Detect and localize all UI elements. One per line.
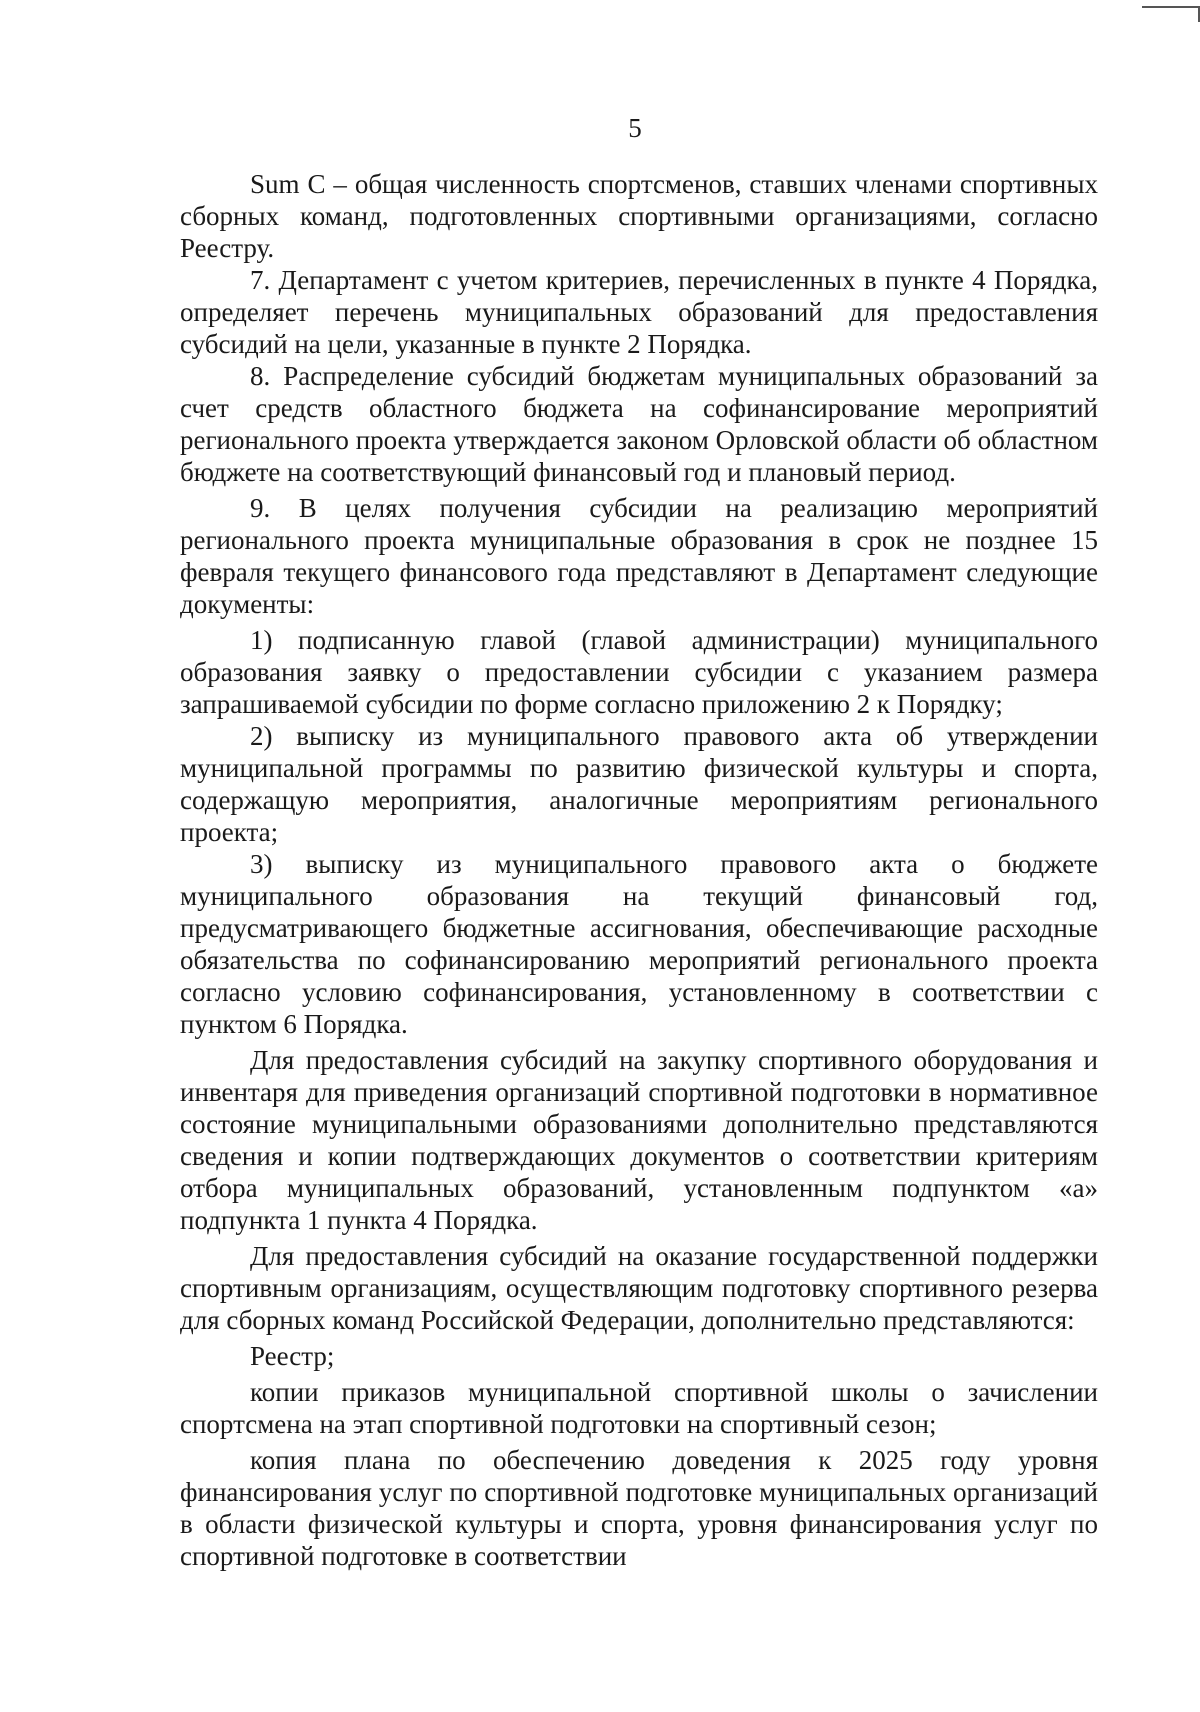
document-body — [180, 168, 1098, 1572]
paragraph-item-7: 7. Департамент с учетом критериев, перечисленных в пункте 4 Порядка, определяет перечень муниципальных образований для предоставления субсидий на цели, указанные в пункте 2 Порядка. — [180, 265, 1098, 359]
paragraph-subitem-2: 2) выписку из муниципального правового акта об утверждении муниципальной программы по развитию физической культуры и спорта, содержащую мероприятия, аналогичные мероприятиям регионального проекта; — [180, 721, 1098, 847]
paragraph-sum-c: Sum C – общая численность спортсменов, ставших членами спортивных сборных команд, подготовленных спортивными организациями, согласно Реестру. — [180, 169, 1098, 263]
paragraph-enrollment-orders: копии приказов муниципальной спортивной школы о зачислении спортсмена на этап спортивной подготовки на спортивный сезон; — [180, 1377, 1098, 1439]
paragraph-state-support-subsidies: Для предоставления субсидий на оказание государственной поддержки спортивным организациям, осуществляющим подготовку спортивного резерва для сборных команд Российской Федерации, дополнительно представляются: — [180, 1241, 1098, 1335]
scan-corner-mark — [1142, 6, 1200, 22]
paragraph-item-8: 8. Распределение субсидий бюджетам муниципальных образований за счет средств областного бюджета на софинансирование мероприятий регионального проекта утверждается законом Орловской области об областном бюджете на соответствующий финансовый год и плановый период. — [180, 361, 1098, 487]
paragraph-registry: Реестр; — [250, 1341, 335, 1371]
page-number: 5 — [628, 113, 642, 143]
paragraph-equipment-subsidies: Для предоставления субсидий на закупку спортивного оборудования и инвентаря для приведения организаций спортивной подготовки в нормативное состояние муниципальными образованиями дополнительно представляются сведения и копии подтверждающих документов о соответствии критериям отбора муниципальных образований, установленным подпунктом «а» подпункта 1 пункта 4 Порядка. — [180, 1045, 1098, 1235]
paragraph-item-9: 9. В целях получения субсидии на реализацию мероприятий регионального проекта муниципальные образования в срок не позднее 15 февраля текущего финансового года представляют в Департамент следующие документы: — [180, 493, 1098, 619]
paragraph-financing-plan: копия плана по обеспечению доведения к 2025 году уровня финансирования услуг по спортивной подготовке муниципальных организаций в области физической культуры и спорта, уровня финансирования услуг по спортивной подготовке в соответствии — [180, 1445, 1098, 1571]
paragraph-subitem-1: 1) подписанную главой (главой администрации) муниципального образования заявку о предоставлении субсидии с указанием размера запрашиваемой субсидии по форме согласно приложению 2 к Порядку; — [180, 625, 1098, 719]
paragraph-subitem-3: 3) выписку из муниципального правового акта о бюджете муниципального образования на текущий финансовый год, предусматривающего бюджетные ассигнования, обеспечивающие расходные обязательства по софинансированию мероприятий регионального проекта согласно условию софинансирования, установленному в соответствии с пунктом 6 Порядка. — [180, 849, 1098, 1039]
